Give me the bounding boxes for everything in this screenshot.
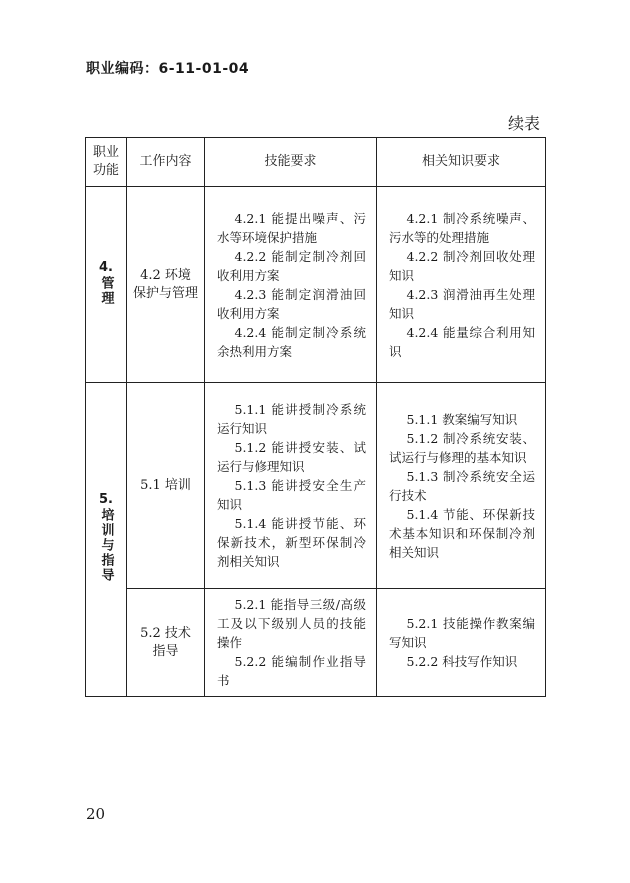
skills-cell: [205, 187, 377, 383]
header-skills: 技能要求: [205, 138, 377, 187]
content-cell: 5.1 培训: [127, 383, 205, 589]
continued-label: 续表: [507, 114, 540, 133]
knowledge-item: 5.1.4 节能、环保新技术基本知识和环保制冷剂相关知识: [389, 506, 535, 560]
content-cell: 5.2 技术 指导: [127, 589, 205, 697]
occupation-code: 职业编码：6-11-01-04: [86, 61, 250, 77]
knowledge-item: 4.2.4 能量综合利用知识: [389, 324, 535, 359]
page-number: 20: [86, 805, 106, 823]
table-row: [86, 383, 546, 589]
knowledge-item: 4.2.3 润滑油再生处理知识: [389, 286, 535, 321]
knowledge-item: 5.2.1 技能操作教案编写知识: [389, 616, 535, 650]
table-header-row: [86, 138, 546, 187]
header-function: 职业 功能: [86, 138, 127, 187]
skills-cell: [205, 383, 377, 589]
skill-item: 4.2.2 能制定制冷剂回收利用方案: [217, 248, 366, 283]
skill-item: 5.1.3 能讲授安全生产知识: [217, 478, 366, 512]
skill-item: 4.2.4 能制定制冷系统余热利用方案: [217, 324, 366, 359]
skill-item: 5.1.1 能讲授制冷系统运行知识: [217, 402, 366, 436]
knowledge-cell: [377, 187, 546, 383]
table-row: [86, 187, 546, 383]
knowledge-item: 5.1.1 教案编写知识: [406, 411, 518, 427]
skill-item: 5.1.4 能讲授节能、环保新技术，新型环保制冷剂相关知识: [217, 516, 366, 569]
skill-item: 5.2.2 能编制作业指导书: [217, 654, 366, 688]
knowledge-item: 5.2.2 科技写作知识: [406, 654, 518, 669]
knowledge-item: 5.1.3 制冷系统安全运行技术: [389, 468, 535, 503]
knowledge-item: 4.2.1 制冷系统噪声、污水等的处理措施: [389, 210, 535, 245]
skill-item: 4.2.3 能制定润滑油回收利用方案: [217, 286, 366, 321]
table-row: [86, 589, 546, 697]
knowledge-item: 4.2.2 制冷剂回收处理知识: [389, 248, 535, 283]
function-cell: 5. 培训与指导: [86, 383, 127, 697]
knowledge-cell: [377, 383, 546, 589]
skill-item: 4.2.1 能提出噪声、污水等环境保护措施: [217, 210, 366, 245]
header-knowledge: 相关知识要求: [377, 138, 546, 187]
content-cell: 4.2 环境 保护与管理: [127, 187, 205, 383]
skill-item: 5.2.1 能指导三级/高级工及以下级别人员的技能操作: [217, 597, 366, 650]
skill-item: 5.1.2 能讲授安装、试运行与修理知识: [217, 440, 366, 474]
skills-table: [85, 137, 546, 697]
knowledge-cell: [377, 589, 546, 697]
skills-cell: [205, 589, 377, 697]
function-cell: 4. 管理: [86, 187, 127, 383]
header-content: 工作内容: [127, 138, 205, 187]
knowledge-item: 5.1.2 制冷系统安装、试运行与修理的基本知识: [389, 430, 535, 465]
